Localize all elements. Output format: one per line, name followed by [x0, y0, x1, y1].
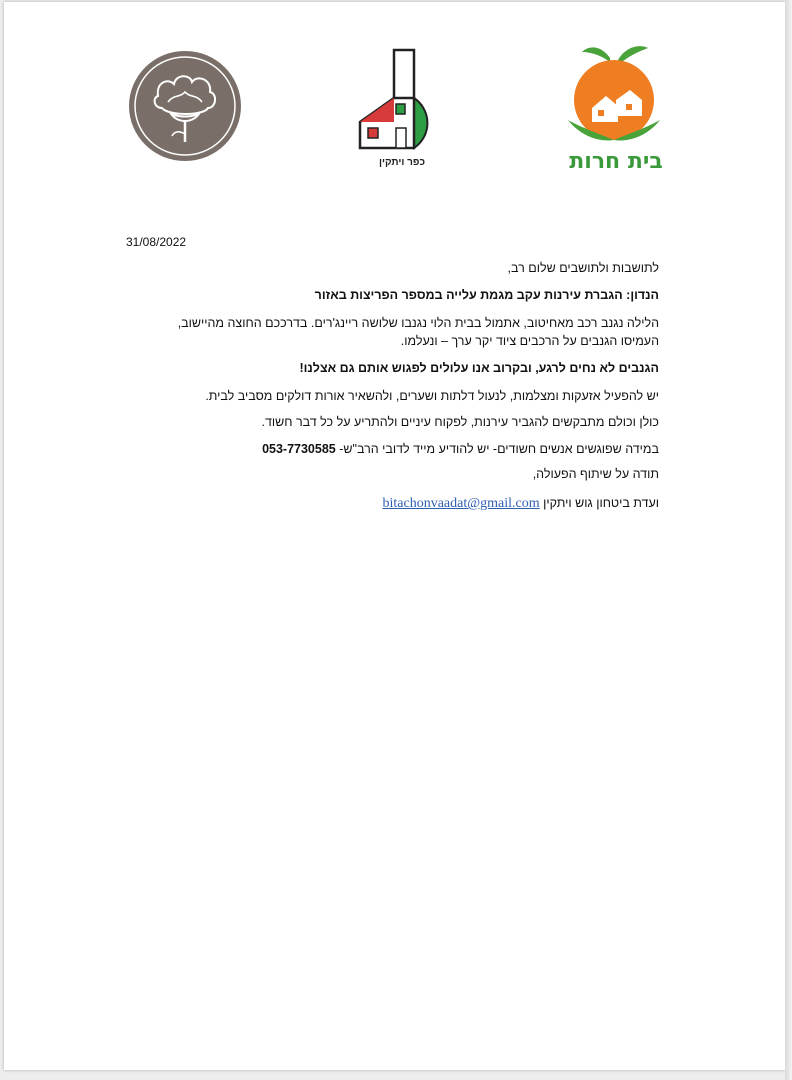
letter-page	[4, 2, 785, 1070]
report-line	[99, 440, 659, 458]
advice-line-2: כולן וכולם מתבקשים להגביר עירנות, לפקוח עיניים ולהתריע על כל דבר חשוד.	[261, 415, 659, 429]
warning-line: הגנבים לא נחים לרגע, ובקרוב אנו עלולים לפגוש אותם גם אצלנו!	[299, 361, 659, 375]
signature: ועדת ביטחון גוש ויתקין	[543, 496, 659, 510]
kfar-vitkin-house-logo	[356, 48, 448, 170]
carnation-flower-seal-icon	[128, 50, 242, 162]
thanks-line: תודה על שיתוף הפעולה,	[532, 467, 659, 481]
email-link[interactable]: bitachonvaadat@gmail.com	[382, 496, 540, 511]
advice-line-1: יש להפעיל אזעקות ומצלמות, לנעול דלתות ושערים, ולהשאיר אורות דולקים מסביב לבית.	[205, 389, 659, 403]
letter-date: 31/08/2022	[126, 235, 187, 249]
subject-line: הנדון: הגברת עירנות עקב מגמת עלייה במספר הפריצות באזור	[314, 288, 659, 302]
beit-logo-text: בית חרות	[569, 149, 663, 174]
paragraph-line-1: הלילה נגנב רכב מאחיטוב, אתמול בבית הלוי נגנבו שלושה ריינג'רים. בדרככם החוצה מהיישוב,	[177, 316, 659, 330]
page-edge-shadow	[785, 0, 792, 1080]
greeting: לתושבות ולתושבים שלום רב,	[507, 261, 659, 275]
paragraph-line-2: העמיסו הגנבים על הרכבים ציוד יקר ערך – ונעלמו.	[400, 334, 659, 348]
report-text: במידה שפוגשים אנשים חשודים- יש להודיע מייד לדובי הרב"ש-	[339, 442, 659, 456]
beit-herut-orange-logo	[552, 42, 680, 174]
signature-line	[99, 494, 659, 513]
phone-number: 053-7730585	[262, 442, 336, 456]
kfar-logo-text: כפר ויתקין	[379, 157, 425, 168]
